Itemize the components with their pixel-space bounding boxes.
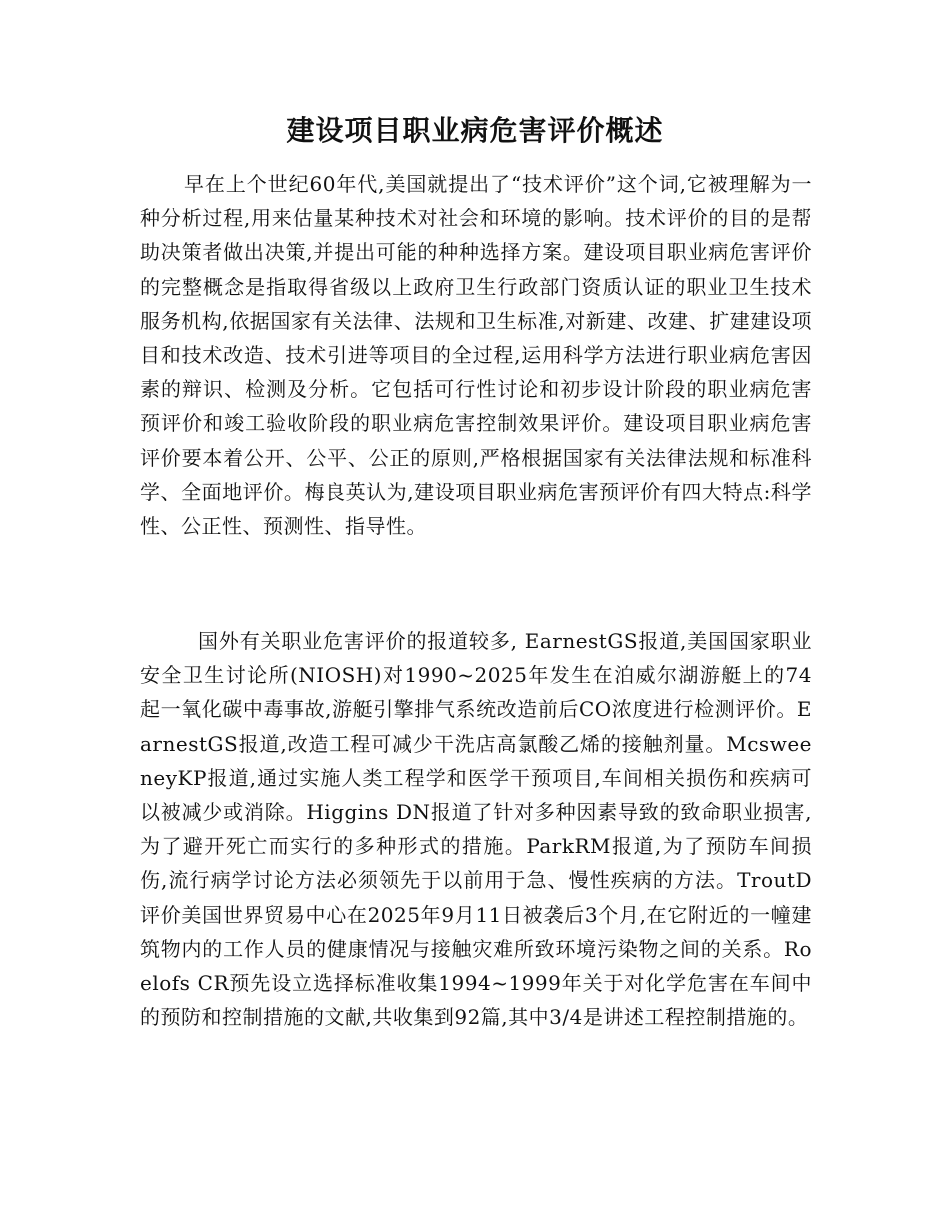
document-title: 建设项目职业病危害评价概述: [286, 114, 664, 147]
paragraph-foreign-reports: 国外有关职业危害评价的报道较多, EarnestGS报道,美国国家职业安全卫生讨论所(NIOSH)对1990~2025年发生在泊威尔湖游艇上的74起一氧化碳中毒事故,游艇引擎排气系统改造前后CO浓度进行检测评价。EarnestGS报道,改造工程可减少干洗店高氯酸乙烯的接触剂量。McsweeneyKP报道,通过实施人类工程学和医学干预项目,车间相关损伤和疾病可以被减少或消除。Higgins DN报道了针对多种因素导致的致命职业损害,为了避开死亡而实行的多种形式的措施。ParkRM报道,为了预防车间损伤,流行病学讨论方法必须领先于以前用于急、慢性疾病的方法。TroutD评价美国世界贸易中心在2025年9月11日被袭后3个月,在它附近的一幢建筑物内的工作人员的健康情况与接触灾难所致环境污染物之间的关系。Roelofs CR预先设立选择标准收集1994~1999年关于对化学危害在车间中的预防和控制措施的文献,共收集到92篇,其中3/4是讲述工程控制措施的。: [140, 629, 812, 1030]
paragraph-intro: 早在上个世纪60年代,美国就提出了“技术评价”这个词,它被理解为一种分析过程,用来估量某种技术对社会和环境的影响。技术评价的目的是帮助决策者做出决策,并提出可能的种种选择方案。建设项目职业病危害评价的完整概念是指取得省级以上政府卫生行政部门资质认证的职业卫生技术服务机构,依据国家有关法律、法规和卫生标准,对新建、改建、扩建建设项目和技术改造、技术引进等项目的全过程,运用科学方法进行职业病危害因素的辩识、检测及分析。它包括可行性讨论和初步设计阶段的职业病危害预评价和竣工验收阶段的职业病危害控制效果评价。建设项目职业病危害评价要本着公开、公平、公正的原则,严格根据国家有关法律法规和标准科学、全面地评价。梅良英认为,建设项目职业病危害预评价有四大特点:科学性、公正性、预测性、指导性。: [140, 172, 812, 539]
